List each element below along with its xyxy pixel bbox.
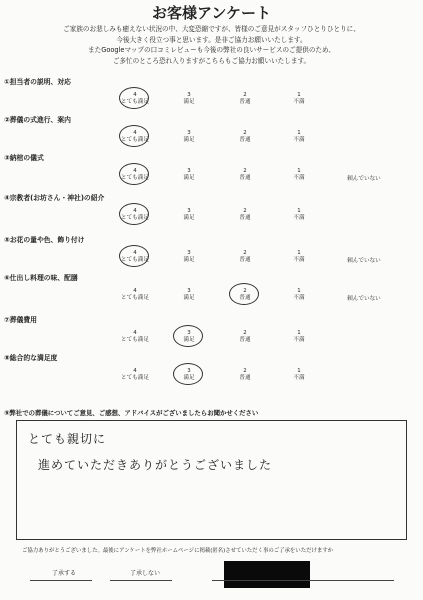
rating-option[interactable]	[166, 92, 212, 106]
redacted-signature	[224, 561, 310, 588]
divider	[110, 580, 172, 581]
intro-line: 今後大きく役立つ事と思います。是非ご協力お願いいたします。	[116, 35, 307, 44]
rating-label: 普通	[239, 375, 251, 381]
rating-number: 3	[187, 368, 191, 374]
rating-option[interactable]	[166, 208, 212, 222]
rating-option[interactable]	[276, 368, 322, 382]
selected-circle-mark	[173, 363, 203, 385]
rating-label: 満足	[183, 215, 195, 221]
rating-label: 普通	[239, 257, 251, 263]
rating-label: 満足	[183, 337, 195, 343]
rating-label: 満足	[183, 175, 195, 181]
selected-circle-mark	[173, 325, 203, 347]
comment-prompt: ⑨弊社での葬儀についてご意見、ご感想、アドバイスがございましたらお聞かせください	[4, 409, 259, 417]
selected-circle-mark	[119, 87, 149, 109]
rating-label: 満足	[183, 295, 195, 301]
rating-number: 2	[243, 368, 247, 374]
rating-number: 1	[297, 168, 301, 174]
consent-question: ご協力ありがとうございました。最後にアンケートを弊社ホームページに掲載(匿名)させていただく事のご了承をいただけますか	[22, 548, 334, 554]
rating-number: 1	[297, 208, 301, 214]
rating-option[interactable]	[166, 250, 212, 264]
comment-line: 進めていただきありがとうございました	[38, 458, 273, 472]
intro-line: ご家族のお悲しみも癒えない状況の中、大変恐縮ですが、皆様のご意見がスタッフひとりひとりに、	[63, 25, 360, 33]
rating-number: 2	[243, 330, 247, 336]
rating-number: 4	[133, 130, 137, 136]
rating-number: 3	[187, 250, 191, 256]
rating-number: 4	[133, 330, 137, 336]
rating-option[interactable]	[276, 168, 322, 182]
not-requested-option[interactable]: 頼んでいない	[347, 296, 381, 302]
question-label: ④宗教者(お坊さん・神社)の紹介	[4, 194, 105, 202]
rating-label: 不満	[293, 175, 305, 181]
not-requested-option[interactable]: 頼んでいない	[347, 258, 381, 264]
rating-number: 2	[243, 92, 247, 98]
rating-label: 不満	[293, 337, 305, 343]
rating-number: 4	[133, 288, 137, 294]
question-label: ⑤お花の量や色、飾り付け	[4, 236, 85, 244]
rating-label: 不満	[293, 375, 305, 381]
rating-number: 1	[297, 130, 301, 136]
selected-circle-mark	[119, 203, 149, 225]
rating-label: 不満	[293, 137, 305, 143]
rating-number: 2	[243, 168, 247, 174]
rating-option[interactable]	[222, 250, 268, 264]
rating-option[interactable]	[112, 368, 158, 382]
selected-circle-mark	[119, 245, 149, 267]
rating-label: 普通	[239, 337, 251, 343]
rating-label: とても満足	[121, 257, 149, 263]
rating-number: 2	[243, 130, 247, 136]
rating-option[interactable]	[166, 130, 212, 144]
rating-number: 4	[133, 168, 137, 174]
rating-option[interactable]	[276, 130, 322, 144]
not-requested-option[interactable]: 頼んでいない	[347, 176, 381, 182]
rating-label: 普通	[239, 215, 251, 221]
signature-line	[212, 580, 394, 581]
rating-number: 3	[187, 288, 191, 294]
rating-option[interactable]	[276, 92, 322, 106]
rating-number: 4	[133, 250, 137, 256]
rating-label: とても満足	[121, 375, 149, 381]
rating-number: 3	[187, 208, 191, 214]
rating-option[interactable]	[112, 288, 158, 302]
rating-option[interactable]	[276, 288, 322, 302]
rating-label: 普通	[239, 295, 251, 301]
intro-line: ご多忙のところ恐れ入りますがこちらもご協力お願いいたします。	[112, 56, 311, 65]
rating-label: 不満	[293, 215, 305, 221]
question-label: ⑧総合的な満足度	[4, 354, 58, 362]
page-title: お客様アンケート	[151, 4, 272, 22]
rating-number: 3	[187, 168, 191, 174]
rating-number: 3	[187, 92, 191, 98]
consent-yes-option[interactable]: 了承する	[52, 570, 77, 577]
rating-number: 1	[297, 330, 301, 336]
question-label: ⑦葬儀費用	[4, 316, 37, 324]
selected-circle-mark	[119, 163, 149, 185]
rating-option[interactable]	[222, 130, 268, 144]
intro-text	[20, 24, 403, 66]
divider	[30, 580, 92, 581]
rating-number: 4	[133, 208, 137, 214]
rating-option[interactable]	[222, 208, 268, 222]
question-label: ①担当者の説明、対応	[4, 78, 71, 86]
rating-label: とても満足	[121, 337, 149, 343]
rating-number: 1	[297, 92, 301, 98]
rating-number: 2	[243, 250, 247, 256]
rating-label: 満足	[183, 257, 195, 263]
rating-number: 1	[297, 250, 301, 256]
comment-line: とても親切に	[28, 432, 107, 446]
rating-option[interactable]	[222, 330, 268, 344]
rating-number: 2	[243, 208, 247, 214]
selected-circle-mark	[119, 125, 149, 147]
rating-option[interactable]	[166, 168, 212, 182]
rating-label: 満足	[183, 375, 195, 381]
rating-number: 1	[297, 368, 301, 374]
rating-label: とても満足	[121, 99, 149, 105]
rating-label: 満足	[183, 99, 195, 105]
intro-line: またGoogleマップの口コミレビューも今後の弊社の良いサービスのご提供のため、	[88, 46, 335, 54]
rating-number: 3	[187, 130, 191, 136]
consent-no-option[interactable]: 了承しない	[130, 570, 161, 577]
rating-number: 1	[297, 288, 301, 294]
rating-number: 2	[243, 288, 247, 294]
rating-option[interactable]	[222, 368, 268, 382]
rating-option[interactable]	[276, 250, 322, 264]
question-label: ②葬儀の式進行、案内	[4, 116, 71, 124]
question-label: ③納棺の儀式	[4, 154, 44, 162]
rating-label: 普通	[239, 137, 251, 143]
rating-label: とても満足	[121, 295, 149, 301]
rating-label: 普通	[239, 175, 251, 181]
rating-option[interactable]	[222, 92, 268, 106]
rating-label: 満足	[183, 137, 195, 143]
rating-label: 不満	[293, 257, 305, 263]
rating-label: とても満足	[121, 215, 149, 221]
question-label: ⑥仕出し料理の味、配膳	[4, 274, 78, 282]
rating-option[interactable]	[276, 330, 322, 344]
rating-option[interactable]	[276, 208, 322, 222]
rating-label: とても満足	[121, 175, 149, 181]
rating-number: 3	[187, 330, 191, 336]
rating-option[interactable]	[112, 330, 158, 344]
rating-label: 不満	[293, 99, 305, 105]
rating-label: 普通	[239, 99, 251, 105]
rating-option[interactable]	[222, 168, 268, 182]
rating-label: とても満足	[121, 137, 149, 143]
rating-number: 4	[133, 92, 137, 98]
selected-circle-mark	[229, 283, 259, 305]
rating-label: 不満	[293, 295, 305, 301]
rating-number: 4	[133, 368, 137, 374]
rating-option[interactable]	[166, 288, 212, 302]
